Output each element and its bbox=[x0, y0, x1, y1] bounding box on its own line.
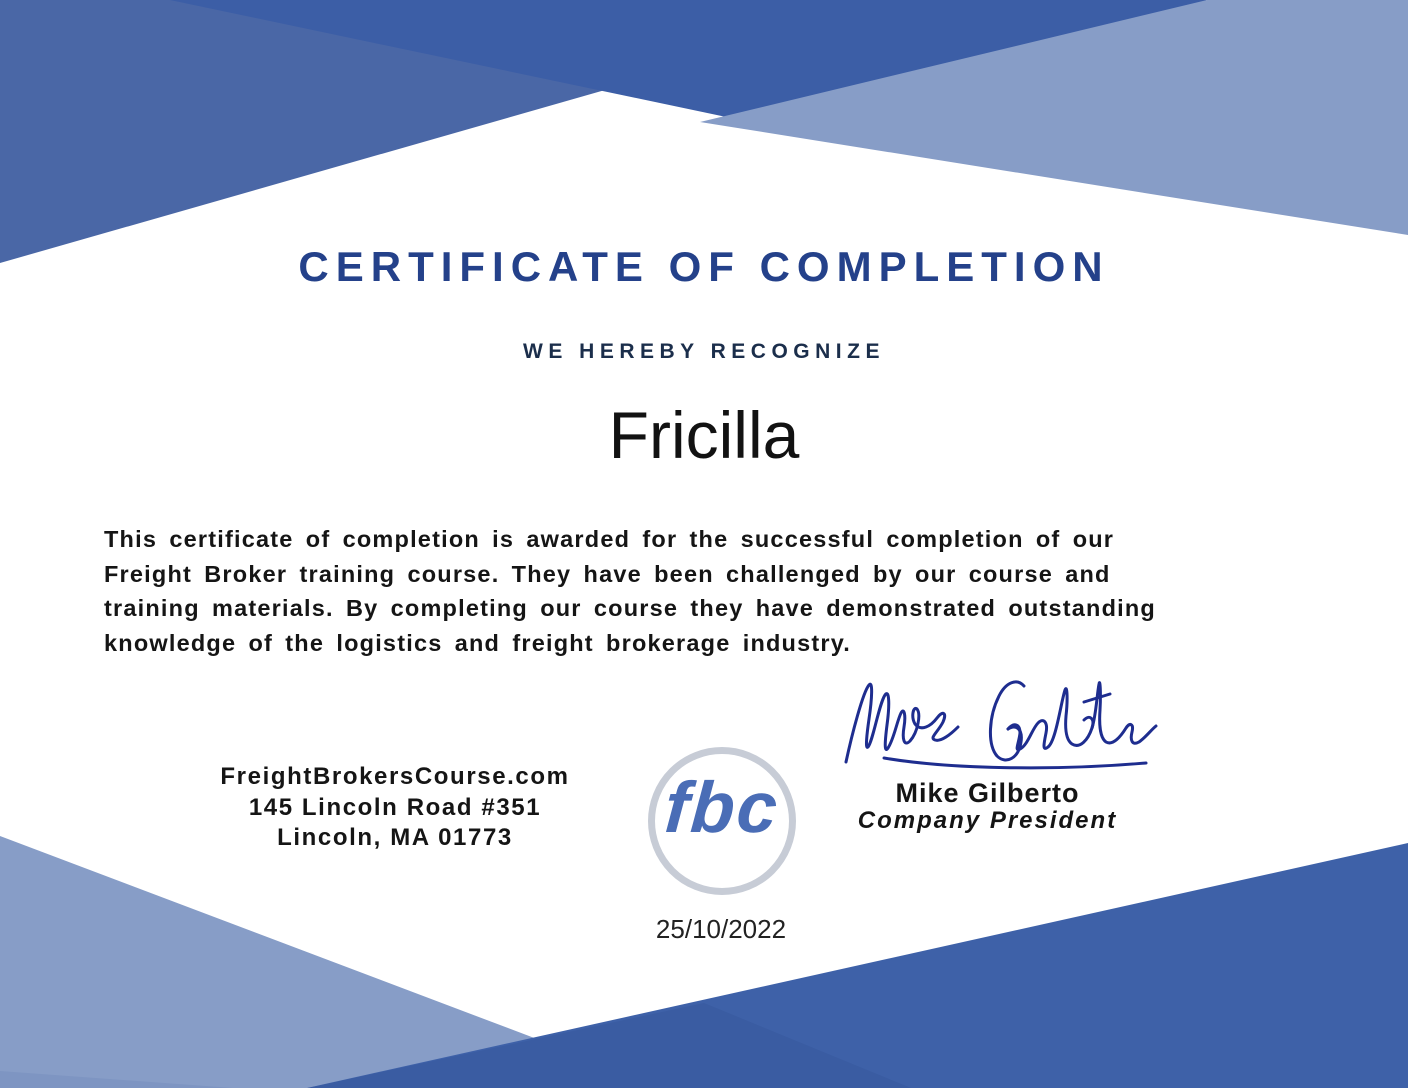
issuer-address-block bbox=[155, 762, 635, 854]
triangle-bottom-left-periwinkle bbox=[0, 836, 537, 1088]
triangle-bottom-right-dark bbox=[307, 843, 1408, 1088]
fbc-logo-text: fbc bbox=[662, 768, 782, 848]
signature-icon bbox=[838, 672, 1160, 780]
signature-stroke-tail bbox=[1092, 683, 1156, 744]
issuer-address-line1: 145 Lincoln Road #351 bbox=[248, 793, 542, 821]
body-line-2: Freight Broker training course. They have been challenged by our course and bbox=[104, 560, 1111, 587]
certificate-date: 25/10/2022 bbox=[655, 914, 787, 944]
body-line-3: training materials. By completing our course they have demonstrated outstanding bbox=[104, 595, 1156, 621]
certificate-subtitle: WE HEREBY RECOGNIZE bbox=[523, 340, 885, 363]
issuer-website: FreightBrokersCourse.com bbox=[220, 763, 570, 790]
recipient-name: Fricilla bbox=[608, 398, 800, 472]
issuer-address-line2: Lincoln, MA 01773 bbox=[277, 824, 513, 851]
signer-name: Mike Gilberto bbox=[895, 778, 1080, 808]
signature-stroke-underline bbox=[884, 758, 1146, 768]
fbc-logo bbox=[648, 747, 796, 895]
body-line-4: knowledge of the logistics and freight brokerage industry. bbox=[104, 629, 852, 656]
signer-title: Company President bbox=[857, 807, 1118, 834]
signature-stroke-mike bbox=[846, 684, 958, 762]
certificate-title: CERTIFICATE OF COMPLETION bbox=[298, 243, 1110, 290]
certificate-body bbox=[104, 522, 1344, 660]
body-line-1: This certificate of completion is awarded for the successful completion of our bbox=[104, 526, 1115, 552]
